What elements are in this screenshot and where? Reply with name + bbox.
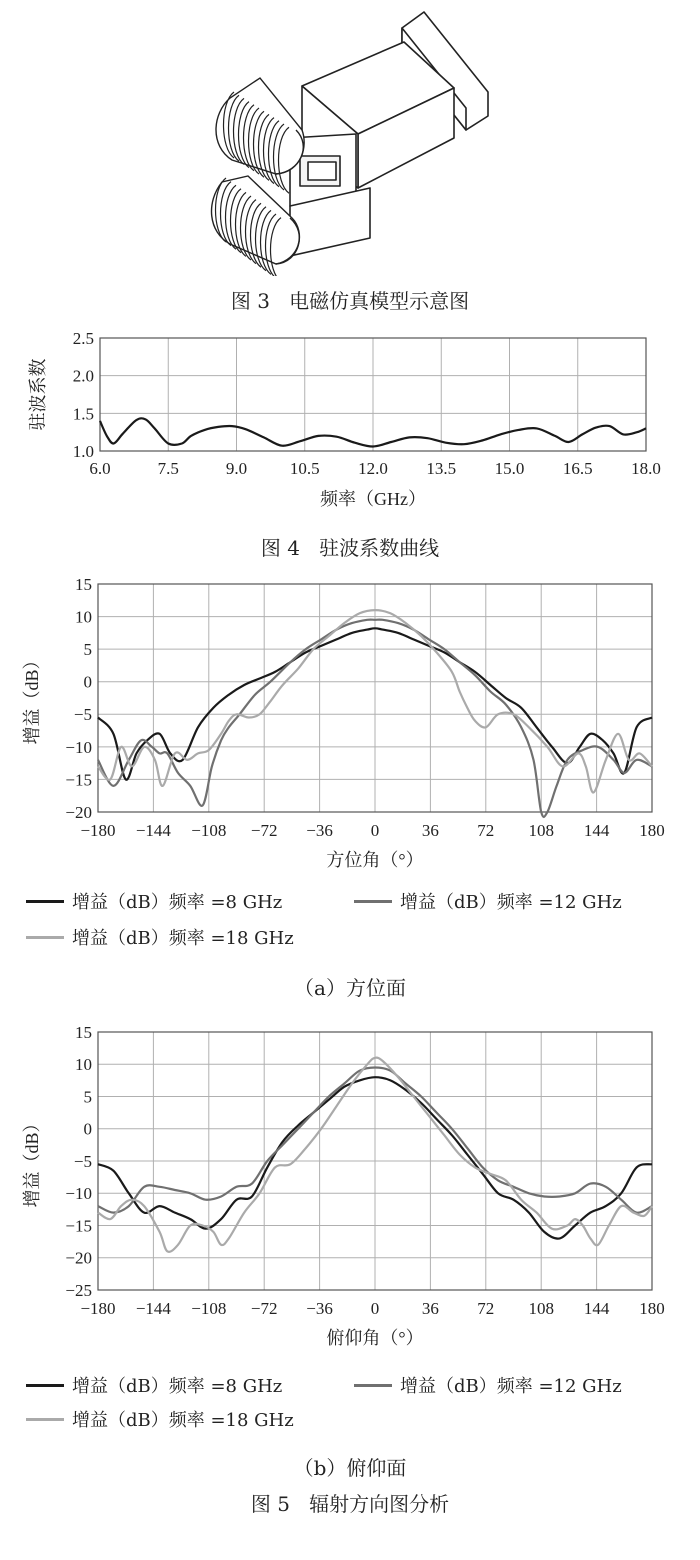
legend-swatch: [354, 900, 392, 903]
x-tick-label: 18.0: [631, 459, 661, 478]
azimuth-subcaption: （a）方位面: [294, 976, 406, 1000]
x-tick-label: −144: [135, 821, 171, 840]
x-tick-label: −108: [191, 1299, 227, 1318]
legend-label: 增益（dB）频率 =18 GHz: [72, 1410, 294, 1431]
elevation-subcaption: （b）俯仰面: [293, 1456, 407, 1480]
legend-item-18ghz: [26, 924, 294, 950]
legend-item-12ghz: [354, 1372, 622, 1398]
x-tick-label: −72: [250, 821, 278, 840]
legend-swatch: [354, 1384, 392, 1387]
vswr-chart: [0, 318, 700, 518]
y-tick-label: 2.5: [72, 328, 94, 348]
y-tick-label: 1.5: [72, 404, 94, 424]
y-tick-label: 15: [75, 574, 92, 594]
x-tick-label: −180: [80, 1299, 116, 1318]
y-tick-label: 15: [75, 1022, 92, 1042]
y-tick-label: −10: [65, 1184, 92, 1204]
x-tick-label: 13.5: [426, 459, 457, 478]
x-tick-label: 144: [583, 821, 610, 840]
y-tick-label: −10: [65, 737, 92, 757]
x-tick-label: 108: [528, 821, 554, 840]
x-tick-label: −36: [306, 821, 333, 840]
x-tick-label: 0: [370, 1299, 380, 1318]
x-tick-label: 72: [477, 821, 495, 840]
y-axis-label: 增益（dB）: [22, 1114, 42, 1208]
x-tick-label: 6.0: [89, 459, 111, 478]
legend-item-8ghz: [26, 1372, 282, 1398]
azimuth-legend: [0, 888, 700, 958]
x-tick-label: 16.5: [562, 459, 593, 478]
x-tick-label: 144: [583, 1299, 610, 1318]
legend-swatch: [26, 1384, 64, 1387]
y-tick-label: −15: [65, 770, 92, 790]
x-tick-label: 36: [421, 821, 439, 840]
x-axis-label: 俯仰角（°）: [326, 1328, 424, 1348]
x-tick-label: −108: [191, 821, 227, 840]
figure5-caption: 图 5 辐射方向图分析: [250, 1492, 450, 1516]
x-tick-label: 36: [421, 1299, 439, 1318]
y-tick-label: −15: [65, 1216, 92, 1236]
elevation-chart: [0, 1018, 700, 1360]
figure3-caption: 图 3 电磁仿真模型示意图: [230, 289, 470, 313]
y-axis-label: 增益（dB）: [22, 651, 42, 745]
y-tick-label: −5: [73, 1151, 92, 1171]
y-tick-label: −25: [65, 1280, 92, 1300]
y-tick-label: −20: [65, 802, 92, 822]
x-tick-label: 72: [477, 1299, 495, 1318]
x-tick-label: 9.0: [225, 459, 248, 478]
x-tick-label: −144: [135, 1299, 171, 1318]
x-tick-label: −180: [80, 821, 116, 840]
x-axis-label: 频率（GHz）: [320, 489, 426, 509]
legend-label: 增益（dB）频率 =12 GHz: [400, 892, 622, 913]
legend-label: 增益（dB）频率 =12 GHz: [400, 1376, 622, 1397]
x-tick-label: 10.5: [289, 459, 320, 478]
legend-label: 增益（dB）频率 =8 GHz: [72, 1376, 283, 1397]
legend-swatch: [26, 1418, 64, 1421]
legend-item-12ghz: [354, 888, 622, 914]
y-tick-label: 0: [83, 672, 92, 692]
y-tick-label: 0: [83, 1119, 92, 1139]
x-tick-label: 15.0: [494, 459, 525, 478]
x-tick-label: 0: [370, 821, 380, 840]
y-tick-label: −5: [73, 705, 92, 725]
legend-swatch: [26, 936, 64, 939]
y-axis-label: 驻波系数: [28, 358, 48, 431]
y-tick-label: 5: [83, 1087, 92, 1107]
y-tick-label: 2.0: [72, 366, 94, 386]
x-tick-label: 180: [639, 821, 665, 840]
elevation-legend: [0, 1372, 700, 1442]
legend-item-18ghz: [26, 1406, 294, 1432]
x-tick-label: 180: [639, 1299, 665, 1318]
y-tick-label: −20: [65, 1248, 92, 1268]
legend-swatch: [26, 900, 64, 903]
y-tick-label: 1.0: [72, 441, 94, 461]
legend-item-8ghz: [26, 888, 282, 914]
x-tick-label: −72: [250, 1299, 278, 1318]
x-axis-label: 方位角（°）: [326, 850, 424, 870]
model-drawing: [190, 6, 510, 276]
legend-label: 增益（dB）频率 =18 GHz: [72, 928, 294, 949]
y-tick-label: 5: [83, 640, 92, 660]
x-tick-label: 7.5: [157, 459, 179, 478]
y-tick-label: 10: [75, 607, 92, 627]
x-tick-label: 12.0: [358, 459, 388, 478]
azimuth-chart: [0, 572, 700, 882]
legend-label: 增益（dB）频率 =8 GHz: [72, 892, 283, 913]
x-tick-label: −36: [306, 1299, 333, 1318]
x-tick-label: 108: [528, 1299, 554, 1318]
y-tick-label: 10: [75, 1055, 92, 1075]
figure4-caption: 图 4 驻波系数曲线: [260, 536, 440, 560]
